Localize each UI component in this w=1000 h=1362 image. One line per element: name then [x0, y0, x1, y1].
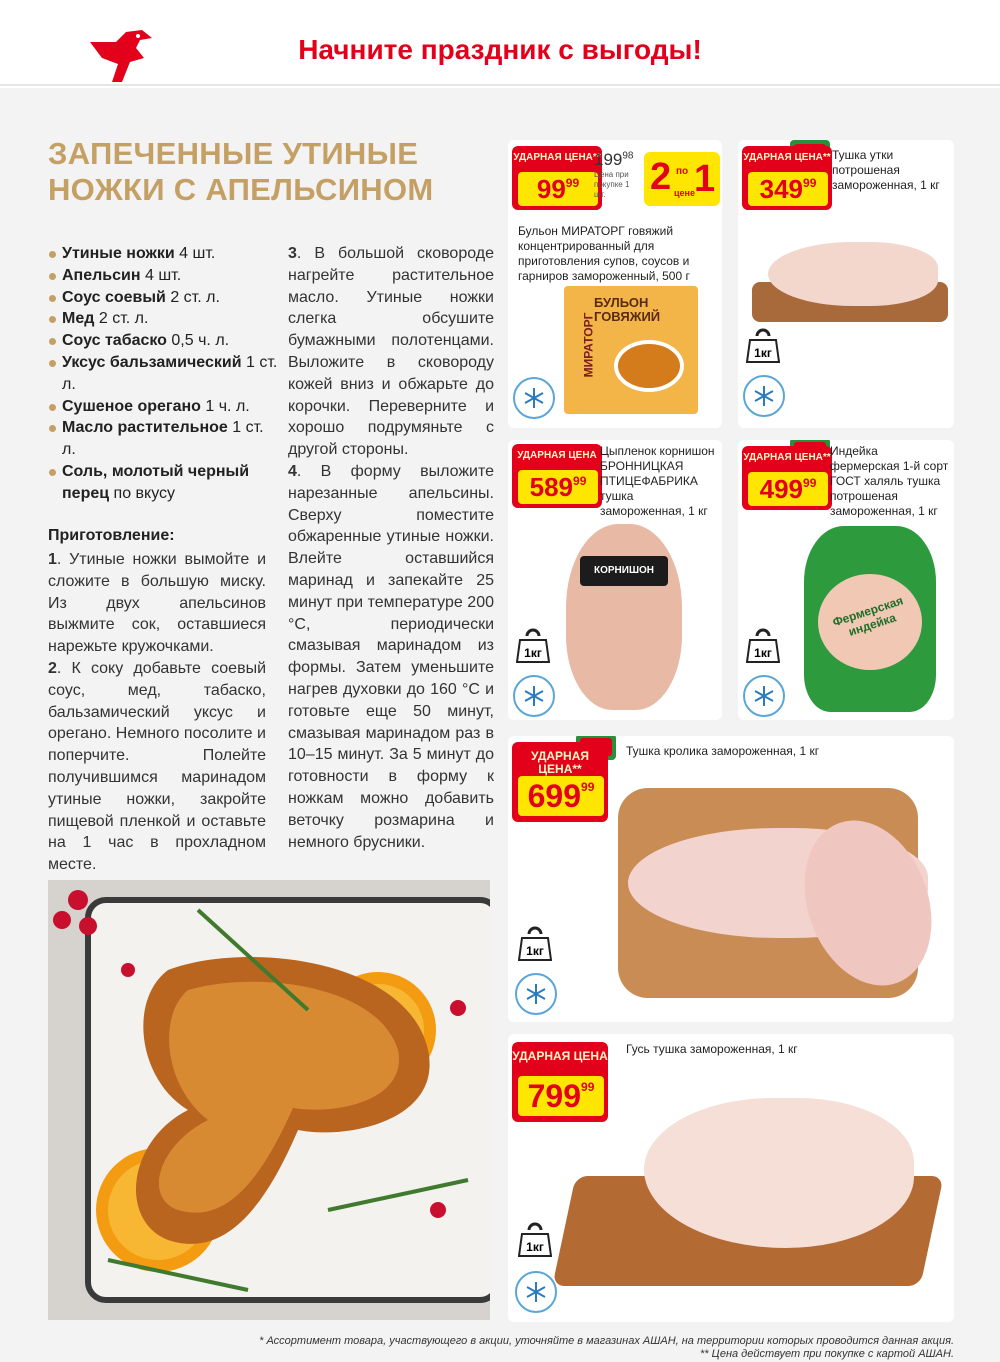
- old-price: $199^{98}$ Цена при покупке 1 шт.: [594, 150, 642, 200]
- package-label: КОРНИШОН: [580, 556, 668, 586]
- frozen-product-icon: [512, 376, 556, 420]
- ingredients-list: [48, 243, 280, 505]
- price-badge-label: УДАРНАЯ ЦЕНА: [517, 450, 597, 461]
- weight-1kg-icon: [746, 628, 780, 664]
- recipe-step: 1. Утиные ножки вымойте и сложите в большую миску. Из двух апельсинов выжмите сок, оставшиеся нарежьте кружочками.: [48, 551, 266, 656]
- price-badge: [742, 146, 832, 210]
- svg-text:1кг: 1кг: [526, 944, 544, 958]
- product-name: Тушка кролика замороженная, 1 кг: [626, 744, 820, 758]
- price-value: $699^{99}$: [518, 776, 604, 816]
- package-title: БУЛЬОН ГОВЯЖИЙ: [594, 295, 661, 324]
- recipe-step: 4. В форму выложите нарезанные апельсины. Сверху поместите обжаренные утиные ножки. Влейте оставшийся маринад и запекайте 25 минут при температуре 200 °С, периодически смазывая маринадом из формы. Затем уменьшите нагрев духовки до 160 °С и готовьте еще 50 минут, смазывая маринадом раз в 10–15 минут. За 5 минут до готовности в форму к ножкам можно добавить веточку розмарина и немного брусники.: [288, 462, 494, 851]
- price-badge-label: УДАРНАЯ ЦЕНА**: [513, 152, 601, 163]
- recipe-title-line-1: ЗАПЕЧЕННЫЕ УТИНЫЕ: [48, 136, 419, 171]
- ingredient-item: Соус соевый 2 ст. л.: [48, 287, 280, 309]
- page-header: [0, 0, 1000, 86]
- price-badge: [742, 446, 832, 510]
- preparation-heading: Приготовление:: [48, 527, 175, 544]
- price-badge: [512, 444, 602, 508]
- turkey-package: [804, 526, 936, 712]
- product-name: Индейка фермерская 1-й сорт ГОСТ халяль тушка потрошеная замороженная, 1 кг: [830, 444, 949, 518]
- product-name: Гусь тушка замороженная, 1 кг: [626, 1042, 798, 1056]
- ingredient-item: Утиные ножки 4 шт.: [48, 243, 280, 265]
- chicken-package: [566, 524, 682, 710]
- price-value: $99^{99}$: [518, 172, 598, 206]
- package-label: Фермерская индейка: [830, 593, 905, 639]
- svg-text:1кг: 1кг: [754, 646, 772, 660]
- preparation-column-1: [48, 549, 266, 876]
- ingredient-item: Соус табаско 0,5 ч. л.: [48, 330, 280, 352]
- product-name: Цыпленок корнишон БРОННИЦКАЯ ПТИЦЕФАБРИКА тушка замороженная, 1 кг: [600, 444, 715, 518]
- weight-1kg-icon: [518, 1222, 552, 1258]
- price-badge-label: УДАРНАЯ ЦЕНА**: [530, 749, 590, 776]
- weight-1kg-icon: [518, 926, 552, 962]
- ingredient-item: Соль, молотый черный перец по вкусу: [48, 461, 280, 505]
- ingredient-item: Апельсин 4 шт.: [48, 265, 280, 287]
- frozen-product-icon: [514, 1270, 558, 1314]
- footnote-card-price: ** Цена действует при покупке с картой АШАН.: [699, 1348, 954, 1360]
- product-card-bouillon[interactable]: [508, 140, 722, 428]
- rabbit-image: [608, 788, 948, 1012]
- frozen-product-icon: [742, 374, 786, 418]
- page-headline: Начните праздник с выгоды!: [298, 34, 702, 65]
- price-badge-label: УДАРНАЯ ЦЕНА**: [743, 152, 831, 163]
- package-brand: МИРАТОРГ: [581, 312, 596, 378]
- svg-text:1кг: 1кг: [526, 1240, 544, 1254]
- goose-image: [564, 1084, 948, 1314]
- price-badge: [512, 146, 602, 210]
- recipe-title-line-2: НОЖКИ С АПЕЛЬСИНОМ: [48, 172, 434, 207]
- frozen-product-icon: [742, 674, 786, 718]
- ingredient-item: Мед 2 ст. л.: [48, 308, 280, 330]
- svg-text:1кг: 1кг: [754, 346, 772, 360]
- frozen-product-icon: [512, 674, 556, 718]
- roasted-duck-photo: [48, 880, 490, 1320]
- product-name: Тушка утки потрошеная замороженная, 1 кг: [832, 148, 940, 192]
- bouillon-package: [564, 286, 698, 414]
- preparation-column-2: [288, 243, 494, 853]
- weight-1kg-icon: [746, 328, 780, 364]
- weight-1kg-icon: [516, 628, 550, 664]
- price-badge-label: УДАРНАЯ ЦЕНА: [512, 1049, 608, 1063]
- promo-2-for-1: 2 по цене 1: [644, 152, 720, 206]
- duck-image: [752, 238, 952, 330]
- price-value: $799^{99}$: [518, 1076, 604, 1116]
- ingredient-item: Сушеное орегано 1 ч. л.: [48, 396, 280, 418]
- price-badge-label: УДАРНАЯ ЦЕНА**: [743, 452, 831, 463]
- price-value: $589^{99}$: [518, 470, 598, 504]
- product-card-chicken[interactable]: [508, 440, 722, 720]
- price-badge: [512, 742, 608, 822]
- product-card-duck[interactable]: [738, 140, 954, 428]
- recipe-step: 2. К соку добавьте соевый соус, мед, табаско, бальзамический уксус и орегано. Немного посолите и поперчите. Полейте получившимся маринадом утиные ножки, закройте пищевой пленкой и оставьте на 1 час в прохладном месте.: [48, 659, 266, 874]
- svg-text:1кг: 1кг: [524, 646, 542, 660]
- roasted-duck-illustration: [48, 880, 490, 1320]
- price-value: $349^{99}$: [748, 172, 828, 206]
- product-card-turkey[interactable]: [738, 440, 954, 720]
- footnote-assortment: * Ассортимент товара, участвующего в акции, уточняйте в магазинах АШАН, на территории которых проводится данная акция.: [259, 1335, 954, 1347]
- old-price-note: Цена при покупке 1 шт.: [594, 170, 630, 199]
- price-value: $499^{99}$: [748, 472, 828, 506]
- ingredient-item: Масло растительное 1 ст. л.: [48, 417, 280, 461]
- frozen-product-icon: [514, 972, 558, 1016]
- ingredient-item: Уксус бальзамический 1 ст. л.: [48, 352, 280, 396]
- product-name: Бульон МИРАТОРГ говяжий концентрированный для приготовления супов, соусов и гарниров замороженный, 500 г: [518, 224, 690, 283]
- recipe-title: [48, 136, 488, 208]
- product-card-goose[interactable]: [508, 1034, 954, 1322]
- product-card-rabbit[interactable]: [508, 736, 954, 1022]
- recipe-step: 3. В большой сковороде нагрейте растительное масло. Утиные ножки слегка обсушите бумажными полотенцами. Выложите в сковороду кожей вниз и обжарьте до корочки. Переверните и хорошо подрумяньте с другой стороны.: [288, 245, 494, 459]
